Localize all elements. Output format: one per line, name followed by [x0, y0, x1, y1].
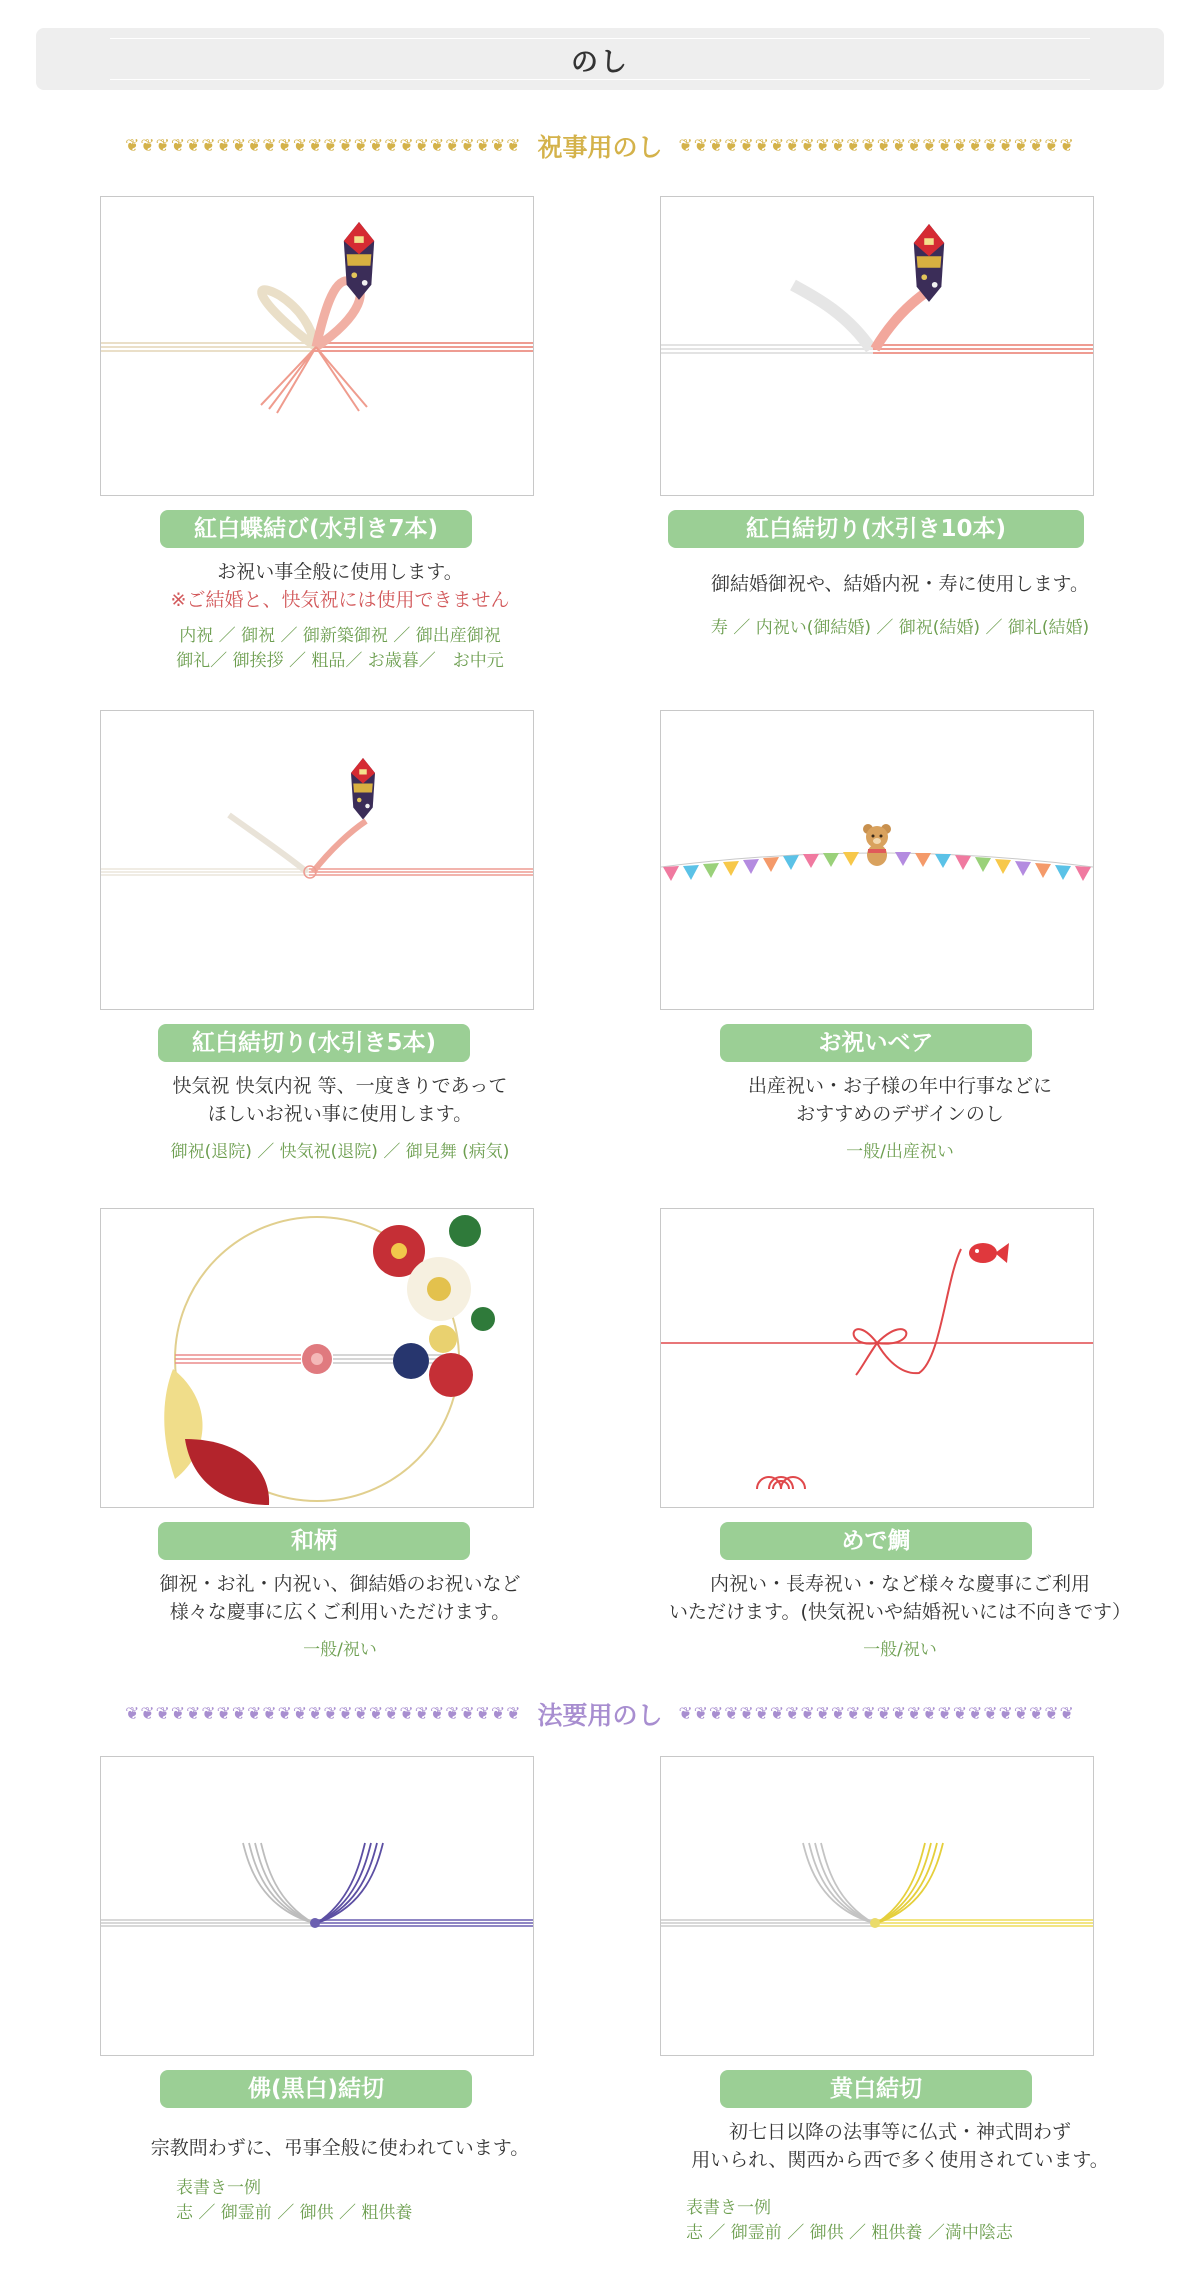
usage-line: 寿 ／ 内祝い(御結婚) ／ 御祝(結婚) ／ 御礼(結婚) — [710, 618, 1090, 638]
mizuhiki-cord-purple — [317, 1920, 533, 1926]
desc-line: 用いられ、関西から西で多く使用されています。 — [691, 2149, 1109, 2171]
mizuhiki-cord-red — [873, 345, 1093, 353]
noshi-emblem-icon — [914, 224, 944, 302]
usage-line: 志 ／ 御霊前 ／ 御供 ／ 粗供養 — [176, 2203, 413, 2223]
mizuhiki-cord-red — [175, 1355, 301, 1363]
ornament-left: ❦❦❦❦❦❦❦❦❦❦❦❦❦❦❦❦❦❦❦❦❦❦❦❦❦❦ — [125, 136, 522, 156]
noshi-image-japanese-pattern[interactable] — [100, 1208, 534, 1508]
card-description — [60, 1570, 620, 1626]
desc-line: 御結婚御祝や、結婚内祝・寿に使用します。 — [710, 573, 1090, 595]
usage-line: 表書き一例 — [686, 2198, 771, 2218]
header-rule-bottom — [110, 79, 1090, 80]
mizuhiki-cord-white — [661, 1920, 873, 1926]
noshi-emblem-icon — [351, 758, 375, 820]
noshi-illustration — [661, 1757, 1093, 2055]
section-header-celebration — [80, 128, 1120, 164]
noshi-emblem-icon — [344, 222, 374, 300]
desc-line: 宗教問わずに、弔事全般に使われています。 — [150, 2137, 530, 2159]
noshi-illustration — [661, 711, 1093, 1009]
card-description — [620, 570, 1180, 598]
noshi-image-knot-5[interactable] — [100, 710, 534, 1010]
usage-list — [620, 616, 1180, 641]
card-description — [620, 1072, 1180, 1128]
label-red-white-knot-10: 紅白結切り(水引き10本) — [668, 510, 1084, 548]
usage-list — [686, 2196, 1180, 2246]
mizuhiki-cord-white — [661, 345, 876, 353]
usage-list — [60, 1140, 620, 1165]
noshi-image-knot-10[interactable] — [660, 196, 1094, 496]
mizuhiki-cord-white — [101, 869, 309, 875]
leaf-pattern-icon — [164, 1369, 269, 1505]
noshi-illustration — [101, 197, 533, 495]
label-black-white-knot: 佛(黒白)結切 — [160, 2070, 472, 2108]
usage-list — [176, 2176, 620, 2226]
usage-line: 志 ／ 御霊前 ／ 御供 ／ 粗供養 ／満中陰志 — [686, 2223, 1013, 2243]
desc-line: いただけます。(快気祝いや結婚祝いには不向きです） — [669, 1601, 1131, 1623]
page-header — [36, 28, 1164, 90]
page-title: のし — [571, 47, 629, 78]
card-description — [60, 2134, 620, 2162]
usage-list — [60, 624, 620, 674]
wave-pattern-icon — [757, 1477, 805, 1489]
desc-line: おすすめのデザインのし — [796, 1103, 1004, 1125]
ornament-right: ❦❦❦❦❦❦❦❦❦❦❦❦❦❦❦❦❦❦❦❦❦❦❦❦❦❦ — [678, 1704, 1075, 1724]
noshi-illustration — [101, 1209, 533, 1507]
mizuhiki-cord-red — [313, 343, 533, 351]
noshi-image-sea-bream[interactable] — [660, 1208, 1094, 1508]
mizuhiki-cord-yellow — [877, 1920, 1093, 1926]
section-header-memorial — [80, 1696, 1120, 1732]
usage-line: 一般/祝い — [303, 1640, 377, 1660]
noshi-image-bow[interactable] — [100, 196, 534, 496]
sea-bream-icon — [969, 1243, 1009, 1263]
ornament-left: ❦❦❦❦❦❦❦❦❦❦❦❦❦❦❦❦❦❦❦❦❦❦❦❦❦❦ — [125, 1704, 522, 1724]
label-japanese-pattern: 和柄 — [158, 1522, 470, 1560]
noshi-illustration — [661, 1209, 1093, 1507]
card-description — [620, 1570, 1180, 1626]
desc-line: 快気祝 快気内祝 等、一度きりであって — [172, 1075, 508, 1097]
bear-icon — [863, 824, 891, 866]
header-rule-top — [110, 38, 1090, 39]
desc-line: ほしいお祝い事に使用します。 — [207, 1103, 473, 1125]
label-yellow-white-knot: 黄白結切 — [720, 2070, 1032, 2108]
plum-blossoms-icon — [373, 1215, 495, 1397]
section-title-celebration: 祝事用のし — [537, 133, 663, 162]
usage-list — [60, 1638, 620, 1663]
ornament-right: ❦❦❦❦❦❦❦❦❦❦❦❦❦❦❦❦❦❦❦❦❦❦❦❦❦❦ — [678, 136, 1075, 156]
warning-text: ※ご結婚と、快気祝には使用できません — [170, 589, 510, 611]
desc-line: 初七日以降の法事等に仏式・神式問わず — [728, 2121, 1071, 2143]
noshi-image-bear[interactable] — [660, 710, 1094, 1010]
usage-list — [620, 1638, 1180, 1663]
usage-line: 御祝(退院) ／ 快気祝(退院) ／ 御見舞 (病気) — [170, 1142, 510, 1162]
desc-line: 様々な慶事に広くご利用いただけます。 — [169, 1601, 511, 1623]
usage-line: 御礼／ 御挨拶 ／ 粗品／ お歳暮／ お中元 — [176, 651, 504, 671]
label-sea-bream: めで鯛 — [720, 1522, 1032, 1560]
usage-line: 一般/祝い — [863, 1640, 937, 1660]
mizuhiki-cord-white — [101, 1920, 313, 1926]
usage-line: 表書き一例 — [176, 2178, 261, 2198]
noshi-illustration — [101, 1757, 533, 2055]
label-red-white-knot-5: 紅白結切り(水引き5本) — [158, 1024, 470, 1062]
desc-line: 出産祝い・お子様の年中行事などに — [747, 1075, 1052, 1097]
label-celebration-bear: お祝いベア — [720, 1024, 1032, 1062]
noshi-image-yellow-white[interactable] — [660, 1756, 1094, 2056]
usage-line: 内祝 ／ 御祝 ／ 御新築御祝 ／ 御出産御祝 — [179, 626, 501, 646]
mizuhiki-cord-white — [101, 343, 321, 351]
noshi-illustration — [661, 197, 1093, 495]
noshi-illustration — [101, 711, 533, 1009]
card-description — [60, 1072, 620, 1128]
noshi-image-black-white[interactable] — [100, 1756, 534, 2056]
usage-line: 一般/出産祝い — [846, 1142, 954, 1162]
card-description — [60, 558, 620, 614]
section-title-memorial: 法要用のし — [537, 1701, 663, 1730]
desc-line: 御祝・お礼・内祝い、御結婚のお祝いなど — [159, 1573, 521, 1595]
card-description — [620, 2118, 1180, 2174]
usage-list — [620, 1140, 1180, 1165]
label-red-white-bow: 紅白蝶結び(水引き7本) — [160, 510, 472, 548]
desc-line: お祝い事全般に使用します。 — [217, 561, 463, 583]
desc-line: 内祝い・長寿祝い・など様々な慶事にご利用 — [709, 1573, 1090, 1595]
mizuhiki-cord-red — [309, 869, 533, 875]
